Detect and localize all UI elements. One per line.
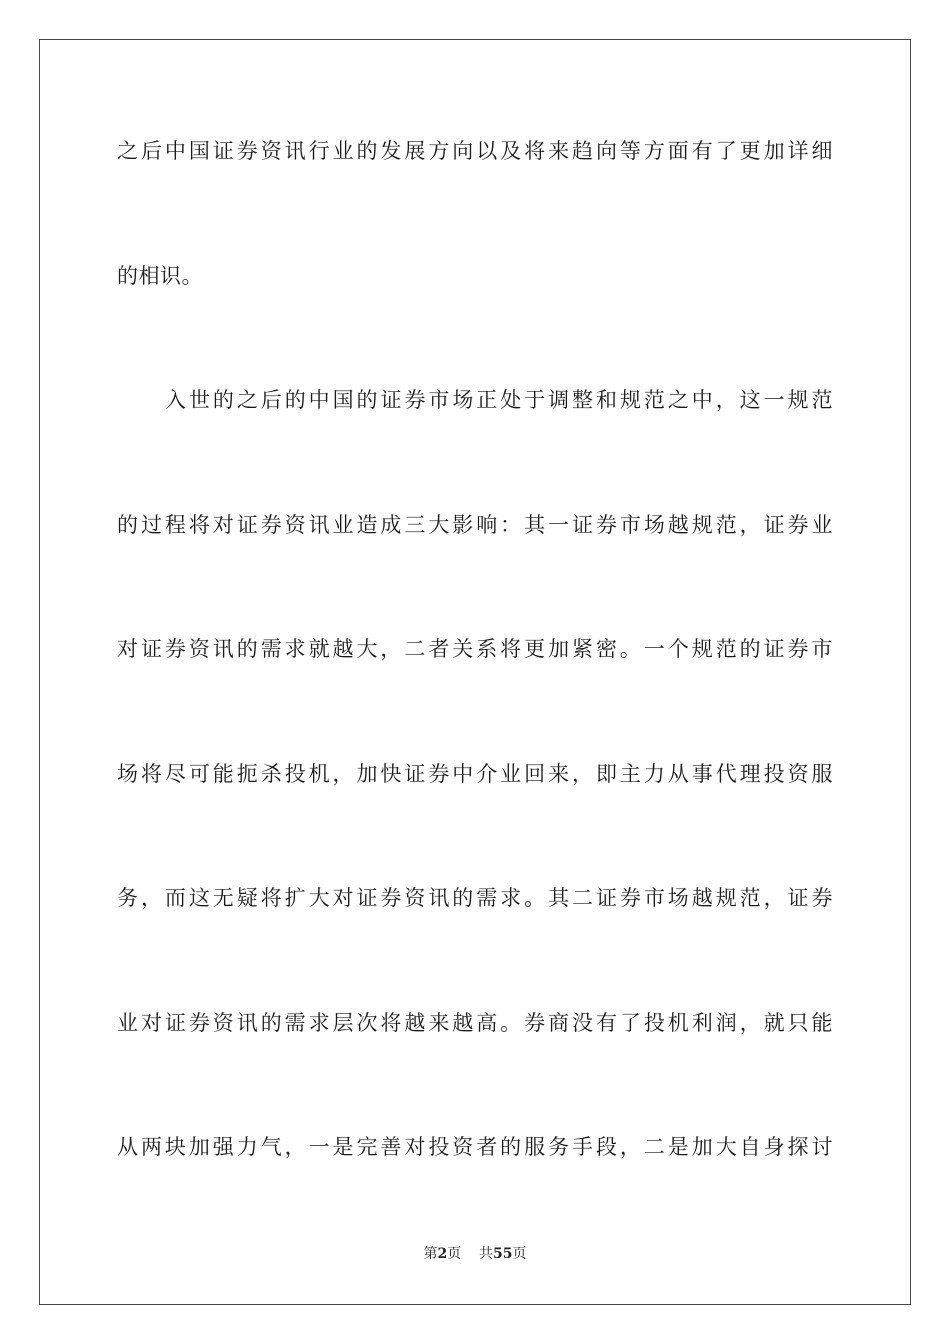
text-line: 从两块加强力气，一是完善对投资者的服务手段，二是加大自身探讨 — [117, 1135, 833, 1159]
page-suffix: 页 — [447, 1246, 462, 1262]
total-pages: 55 — [493, 1246, 513, 1262]
total-suffix: 页 — [512, 1246, 527, 1262]
page-number: 2 — [437, 1246, 448, 1262]
paragraph-first-line: 入世的之后的中国的证券市场正处于调整和规范之中，这一规范 — [165, 388, 833, 412]
text-line: 的过程将对证券资讯业造成三大影响：其一证券市场越规范，证券业 — [117, 513, 833, 537]
text-line: 务，而这无疑将扩大对证券资讯的需求。其二证券市场越规范，证券 — [117, 886, 833, 910]
page-footer — [0, 1244, 950, 1264]
page-border — [39, 39, 911, 1305]
page-prefix: 第 — [423, 1246, 438, 1262]
text-line: 对证券资讯的需求就越大，二者关系将更加紧密。一个规范的证券市 — [117, 637, 833, 661]
total-prefix: 共 — [479, 1246, 494, 1262]
text-line: 的相识。 — [117, 264, 203, 288]
text-line: 场将尽可能扼杀投机，加快证券中介业回来，即主力从事代理投资服 — [117, 762, 833, 786]
text-line: 之后中国证券资讯行业的发展方向以及将来趋向等方面有了更加详细 — [117, 139, 833, 163]
text-line: 业对证券资讯的需求层次将越来越高。券商没有了投机利润，就只能 — [117, 1011, 833, 1035]
